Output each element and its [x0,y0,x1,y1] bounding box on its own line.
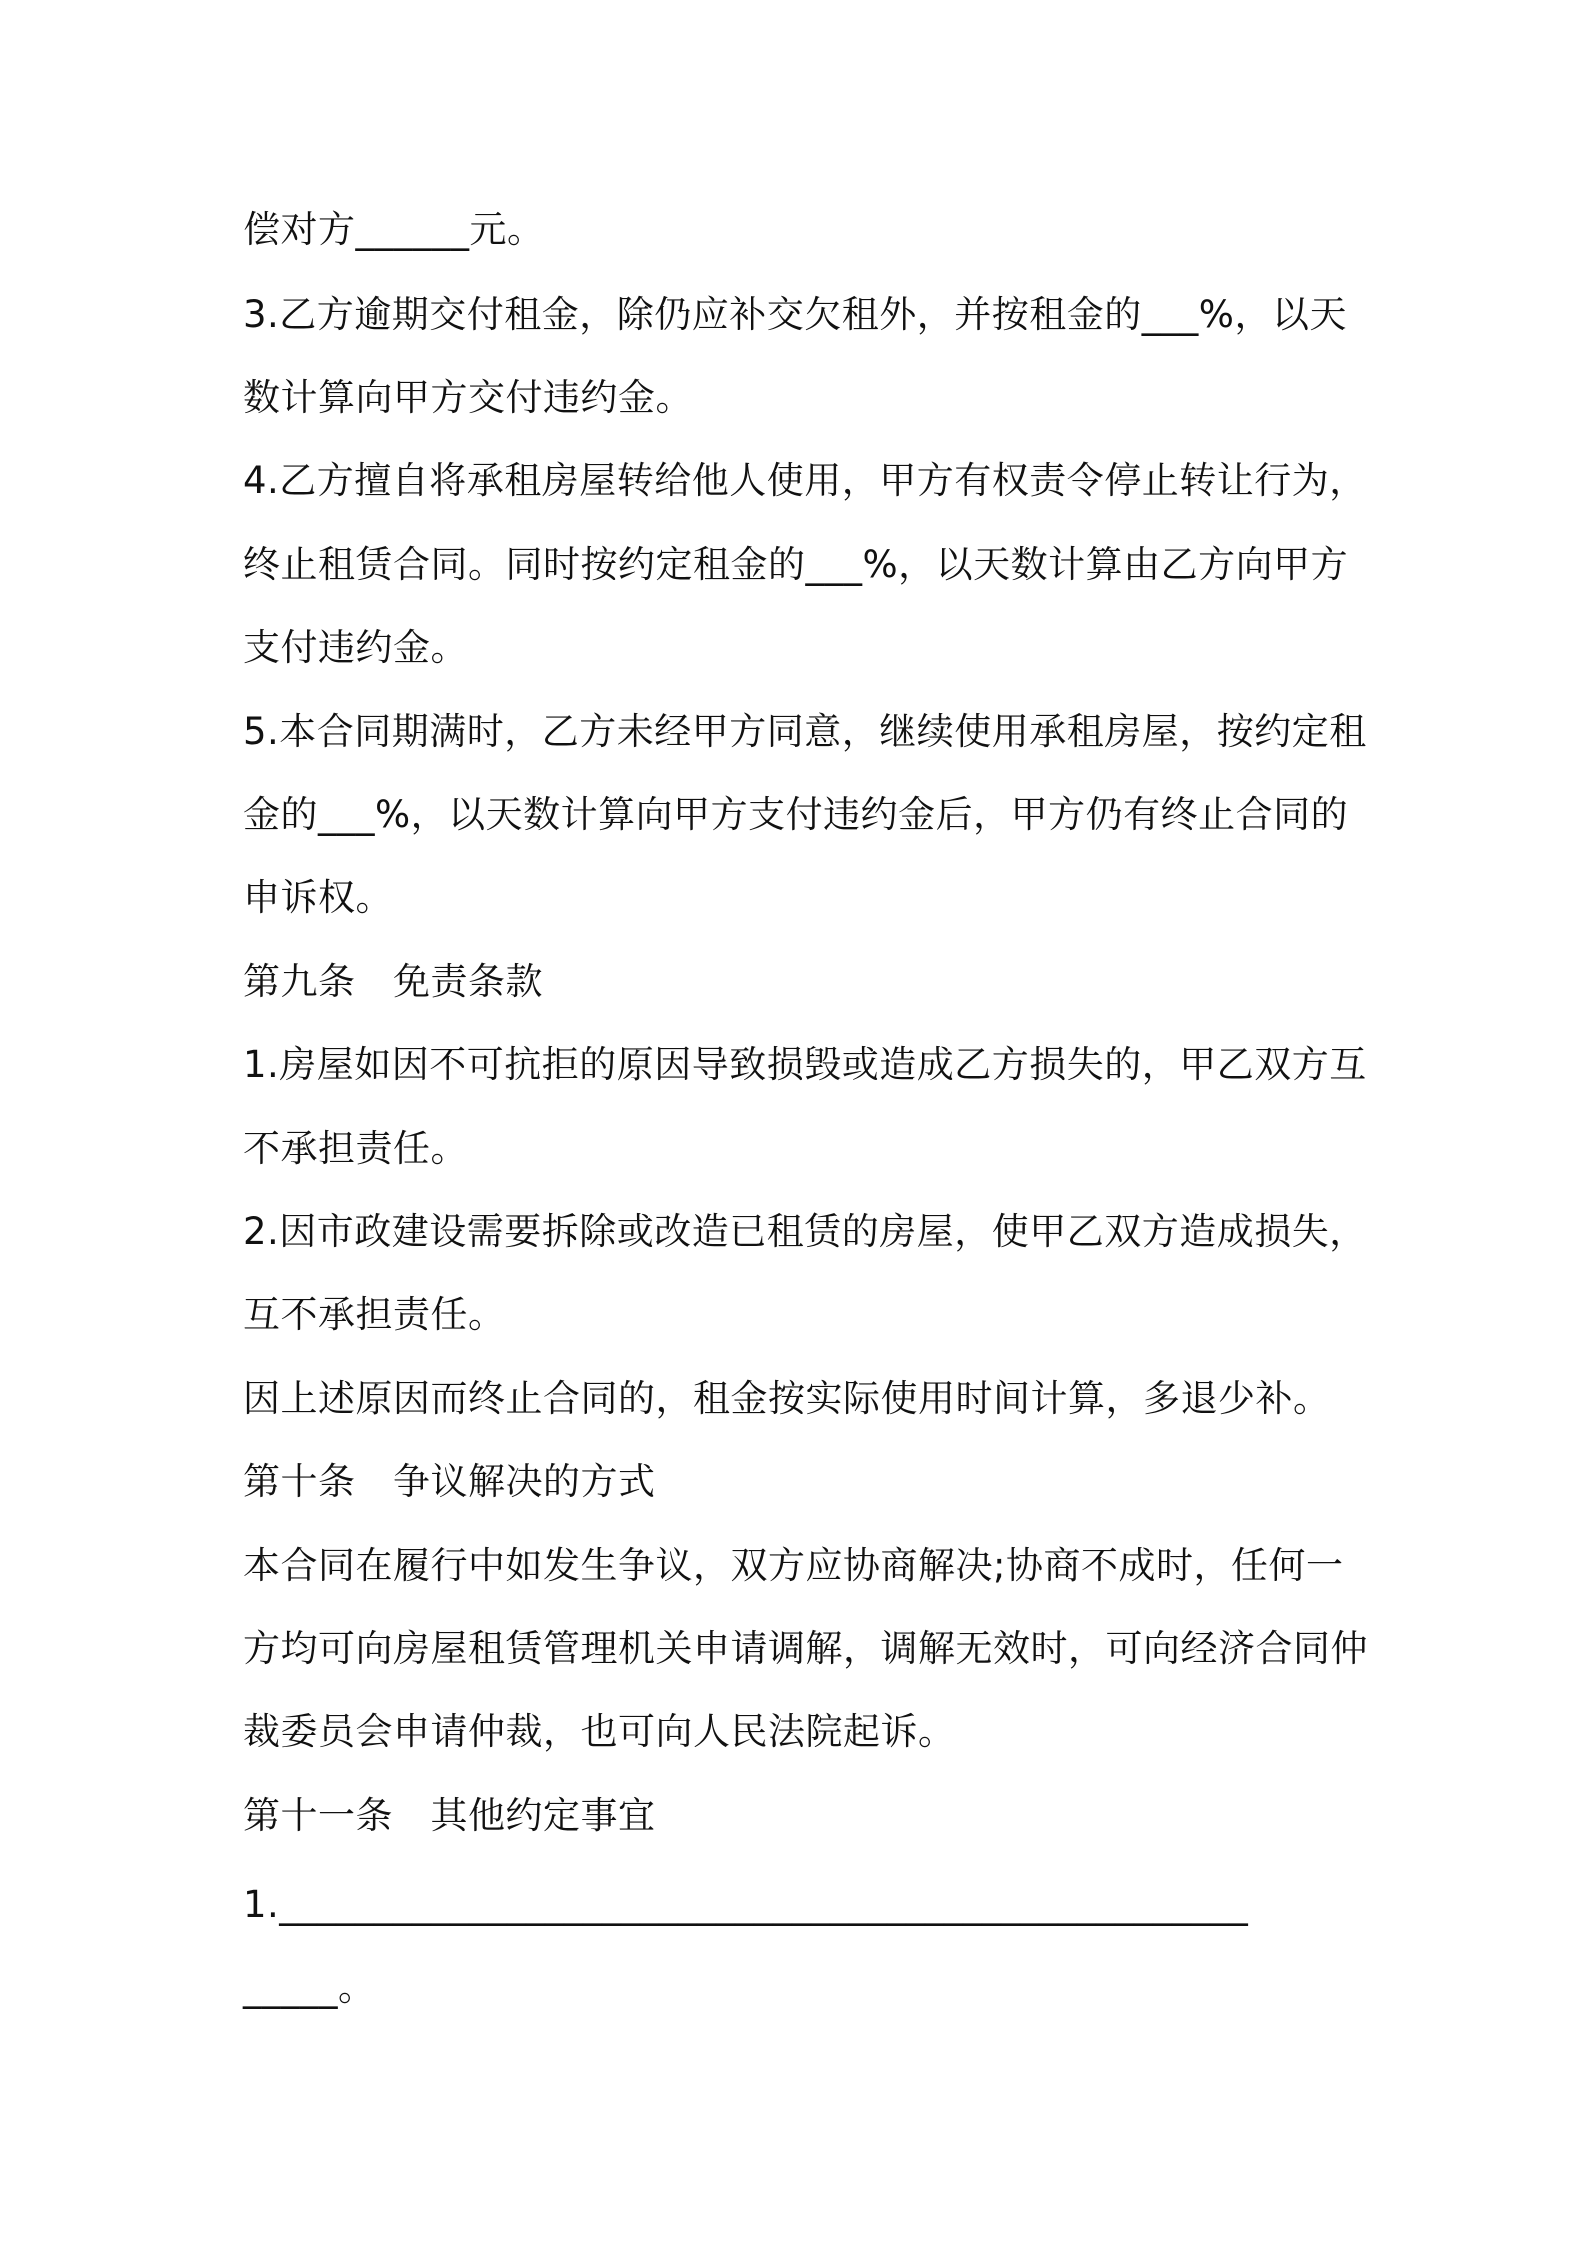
text-line-22: _____。 [243,1966,376,2009]
text-line-12: 不承担责任。 [243,1127,468,1170]
text-line-2: 3.乙方逾期交付租金，除仍应补交欠租外，并按租金的___%，以天 [243,293,1347,336]
text-line-17: 本合同在履行中如发生争议，双方应协商解决;协商不成时，任何一 [243,1544,1344,1587]
text-line-5: 终止租赁合同。同时按约定租金的___%，以天数计算由乙方向甲方 [243,543,1349,586]
text-line-1: 偿对方______元。 [243,208,545,251]
section-heading-9: 第九条 免责条款 [243,960,543,1003]
text-line-7: 5.本合同期满时，乙方未经甲方同意，继续使用承租房屋，按约定租 [243,710,1367,753]
section-heading-10: 第十条 争议解决的方式 [243,1460,656,1503]
text-line-8: 金的___%，以天数计算向甲方支付违约金后，甲方仍有终止合同的 [243,793,1349,836]
text-line-3: 数计算向甲方交付违约金。 [243,376,693,419]
text-line-18: 方均可向房屋租赁管理机关申请调解，调解无效时，可向经济合同仲 [243,1627,1368,1670]
text-line-15: 因上述原因而终止合同的，租金按实际使用时间计算，多退少补。 [243,1377,1331,1420]
text-line-6: 支付违约金。 [243,626,468,669]
text-line-4: 4.乙方擅自将承租房屋转给他人使用，甲方有权责令停止转让行为， [243,459,1367,502]
section-heading-11: 第十一条 其他约定事宜 [243,1794,656,1837]
text-line-11: 1.房屋如因不可抗拒的原因导致损毁或造成乙方损失的，甲乙双方互 [243,1043,1367,1086]
text-line-19: 裁委员会申请仲裁，也可向人民法院起诉。 [243,1710,956,1753]
text-line-9: 申诉权。 [243,876,393,919]
text-line-14: 互不承担责任。 [243,1293,506,1336]
text-line-13: 2.因市政建设需要拆除或改造已租赁的房屋，使甲乙双方造成损失， [243,1210,1367,1253]
text-line-21: 1.___________________________________________________ [243,1883,1249,1926]
